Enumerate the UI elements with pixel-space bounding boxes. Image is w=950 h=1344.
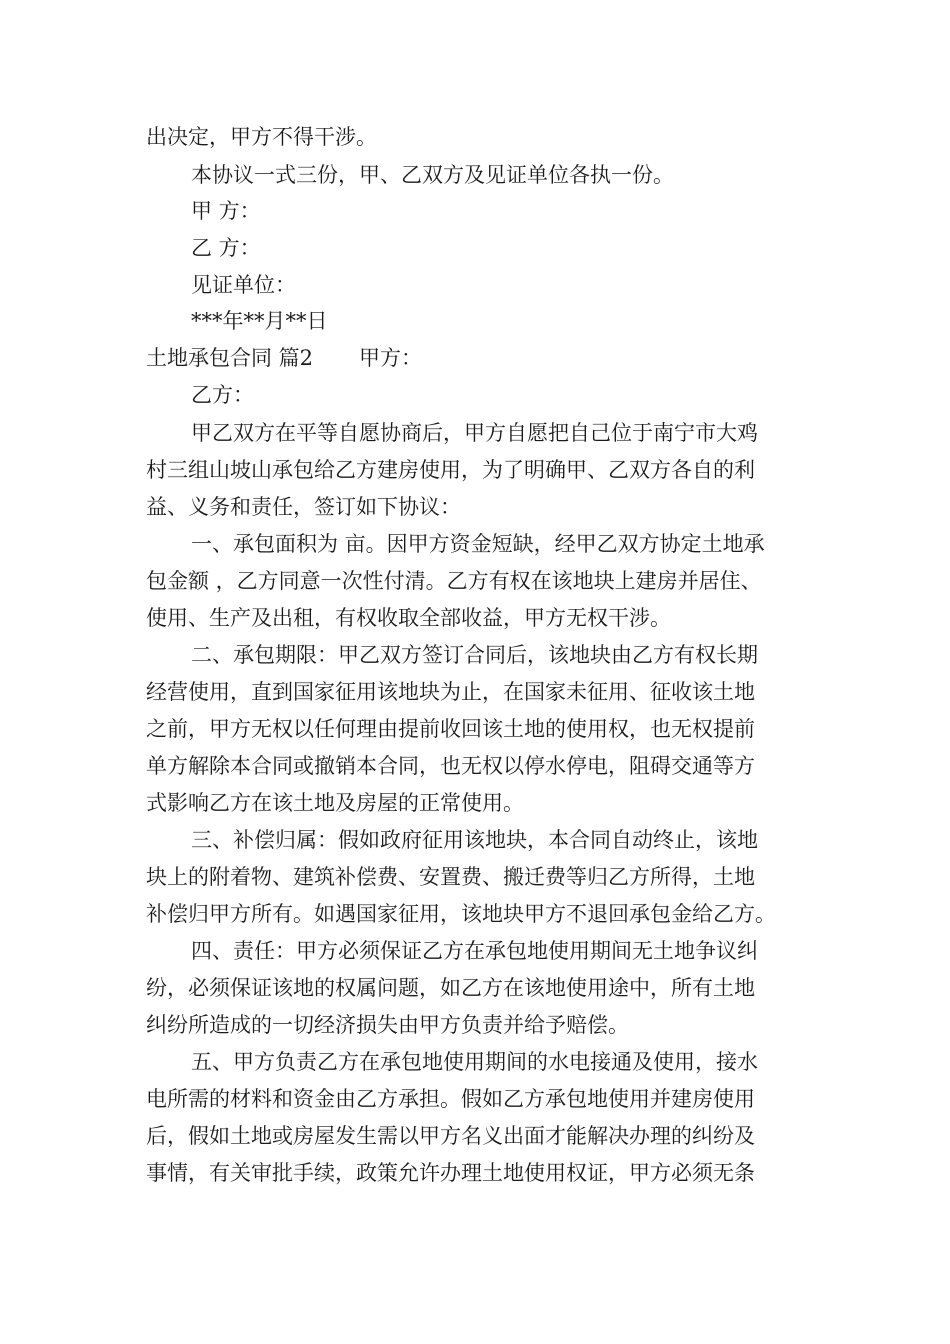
paragraph-line: 村三组山坡山承包给乙方建房使用，为了明确甲、乙双方各自的利 (146, 458, 755, 482)
paragraph-line: 式影响乙方在该土地及房屋的正常使用。 (146, 791, 524, 815)
paragraph-line: 经营使用，直到国家征用该地块为止，在国家未征用、征收该土地 (146, 680, 755, 704)
party-b-label: 乙方： (191, 383, 254, 407)
party-a-label: 甲方： (359, 346, 423, 370)
paragraph-line: 之前，甲方无权以任何理由提前收回该土地的使用权，也无权提前 (146, 717, 755, 741)
section-heading: 土地承包合同 篇2 (146, 346, 314, 370)
paragraph-line: 五、甲方负责乙方在承包地使用期间的水电接通及使用，接水 (191, 1050, 758, 1074)
party-b-line: 乙 方： (191, 236, 261, 260)
paragraph-line: 使用、生产及出租，有权收取全部收益，甲方无权干涉。 (146, 606, 671, 630)
paragraph-line: 四、责任：甲方必须保证乙方在承包地使用期间无土地争议纠 (191, 939, 758, 963)
paragraph-line: 益、义务和责任，签订如下协议： (146, 495, 461, 519)
paragraph-line: 电所需的材料和资金由乙方承担。假如乙方承包地使用并建房使用 (146, 1087, 755, 1111)
paragraph-line: 纷，必须保证该地的权属问题，如乙方在该地使用途中，所有土地 (146, 976, 755, 1000)
date-line: ***年**月**日 (191, 309, 328, 333)
paragraph-line: 三、补偿归属：假如政府征用该地块，本合同自动终止，该地 (191, 828, 758, 852)
paragraph-line: 事情，有关审批手续，政策允许办理土地使用权证，甲方必须无条 (146, 1161, 755, 1185)
paragraph-line: 甲乙双方在平等自愿协商后，甲方自愿把自己位于南宁市大鸡 (191, 421, 758, 445)
paragraph-line: 块上的附着物、建筑补偿费、安置费、搬迁费等归乙方所得，土地 (146, 865, 755, 889)
section-heading-line (146, 343, 422, 373)
paragraph-line: 出决定，甲方不得干涉。 (146, 125, 377, 149)
paragraph-line: 一、承包面积为 亩。因甲方资金短缺，经甲乙双方协定土地承 (191, 532, 765, 556)
paragraph-line: 包金额 ，乙方同意一次性付清。乙方有权在该地块上建房并居住、 (146, 569, 762, 593)
witness-line: 见证单位： (191, 273, 296, 297)
paragraph-line: 本协议一式三份，甲、乙双方及见证单位各执一份。 (191, 163, 674, 187)
paragraph-line: 补偿归甲方所有。如遇国家征用，该地块甲方不退回承包金给乙方。 (146, 902, 776, 926)
paragraph-line: 纠纷所造成的一切经济损失由甲方负责并给予赔偿。 (146, 1013, 629, 1037)
paragraph-line: 二、承包期限：甲乙双方签订合同后，该地块由乙方有权长期 (191, 643, 758, 667)
paragraph-line: 后，假如土地或房屋发生需以甲方名义出面才能解决办理的纠纷及 (146, 1124, 755, 1148)
paragraph-line: 单方解除本合同或撤销本合同，也无权以停水停电，阻碍交通等方 (146, 754, 755, 778)
party-a-line: 甲 方： (191, 199, 261, 223)
